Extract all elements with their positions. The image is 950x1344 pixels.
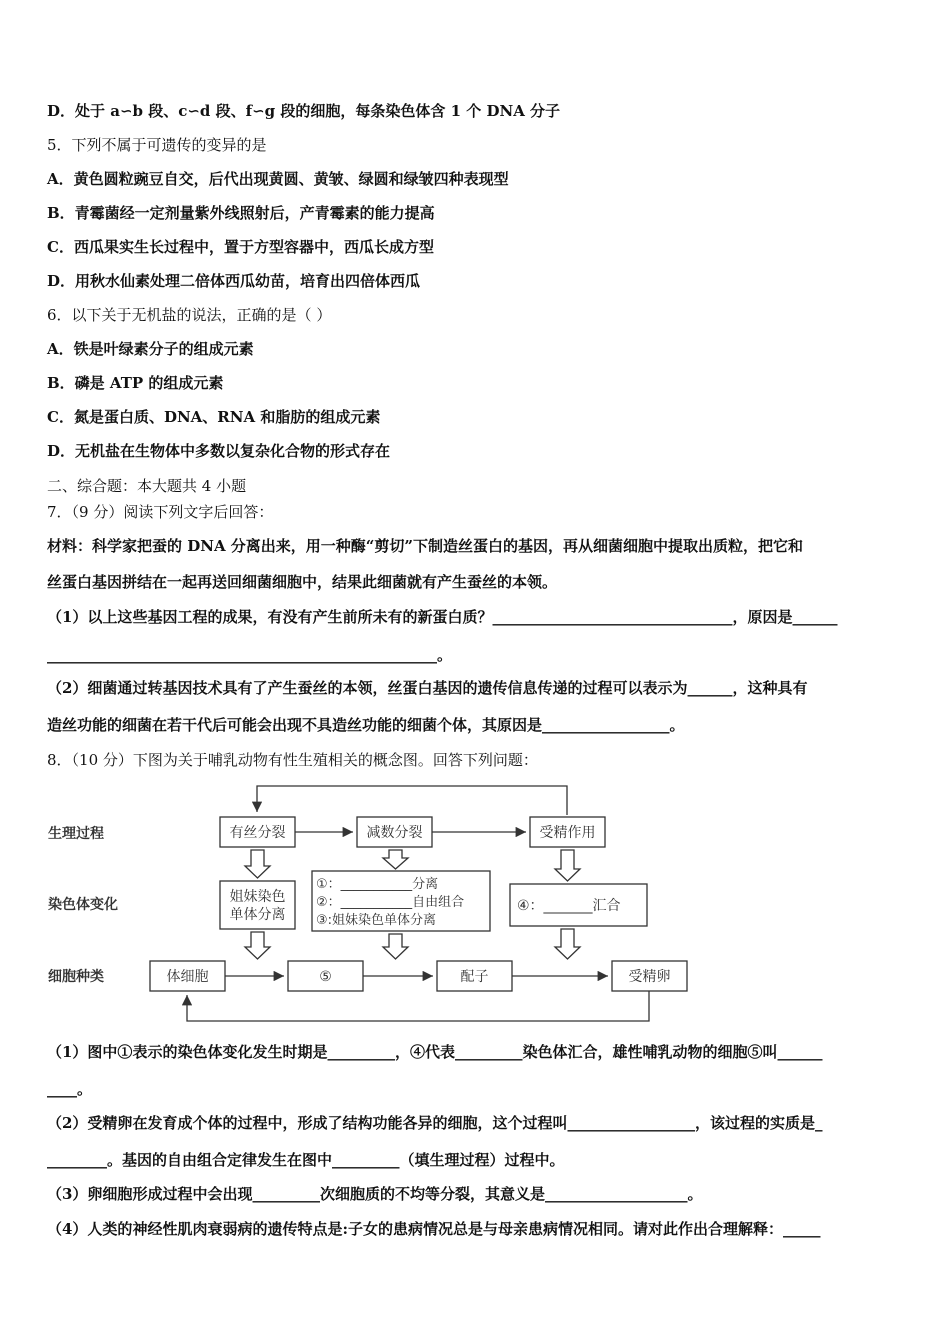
option-d: D．无机盐在生物体中多数以复杂化合物的形式存在 bbox=[47, 442, 391, 460]
option-b: B．磷是 ATP 的组成元素 bbox=[47, 374, 224, 392]
option-a: A．黄色圆粒豌豆自交，后代出现黄圆、黄皱、绿圆和绿皱四种表现型 bbox=[47, 170, 509, 188]
material-text: 丝蛋白基因拼结在一起再送回细菌细胞中，结果此细菌就有产生蚕丝的本领。 bbox=[47, 573, 558, 591]
subquestion: （3）卵细胞形成过程中会出现_________次细胞质的不均等分裂，其意义是___________________。 bbox=[47, 1185, 703, 1203]
option-a: A．铁是叶绿素分子的组成元素 bbox=[47, 340, 254, 358]
subquestion: 造丝功能的细菌在若干代后可能会出现不具造丝功能的细菌个体，其原因是_________________。 bbox=[47, 716, 685, 734]
subquestion: （4）人类的神经性肌肉衰弱病的遗传特点是:子女的患病情况总是与母亲患病情况相同。请对此作出合理解释：_____ bbox=[47, 1220, 821, 1238]
line-1: D．处于 a∽b 段、c∽d 段、f∽g 段的细胞，每条染色体含 1 个 DNA 分子 bbox=[47, 102, 561, 120]
question-8: 8．（10 分）下图为关于哺乳动物有性生殖相关的概念图。回答下列问题： bbox=[47, 751, 538, 769]
subquestion: ____________________________________________________。 bbox=[47, 646, 453, 664]
subquestion: ________。基因的自由组合定律发生在图中_________（填生理过程）过程中。 bbox=[47, 1151, 565, 1169]
block-arrow bbox=[555, 929, 580, 959]
cell-five-label: ⑤ bbox=[319, 969, 332, 985]
section-heading: 二、综合题：本大题共 4 小题 bbox=[47, 477, 247, 495]
block-arrow bbox=[383, 850, 408, 869]
row-label-chromo: 染色体变化 bbox=[48, 897, 118, 913]
block-arrow bbox=[555, 850, 580, 881]
block-arrow bbox=[245, 850, 270, 878]
question-7: 7．（9 分）阅读下列文字后回答： bbox=[47, 503, 274, 521]
sister-label-2: 单体分离 bbox=[229, 907, 286, 923]
meiosis-change-1: ①：___________分离 bbox=[316, 877, 439, 892]
meiosis-change-2: ②：___________自由组合 bbox=[316, 895, 465, 910]
option-b: B．青霉菌经一定剂量紫外线照射后，产青霉素的能力提高 bbox=[47, 204, 435, 222]
question-5: 5．下列不属于可遗传的变异的是 bbox=[47, 136, 267, 154]
subquestion: （1）图中①表示的染色体变化发生时期是_________，④代表_________染色体汇合，雄性哺乳动物的细胞⑤叫______ bbox=[47, 1043, 823, 1061]
zygote-label: 受精卵 bbox=[628, 969, 671, 985]
subquestion: （2）细菌通过转基因技术具有了产生蚕丝的本领，丝蛋白基因的遗传信息传递的过程可以表示为______，这种具有 bbox=[47, 679, 808, 697]
subquestion: ____。 bbox=[47, 1080, 93, 1098]
question-6: 6．以下关于无机盐的说法，正确的是（ ） bbox=[47, 306, 332, 324]
block-arrow bbox=[383, 934, 408, 959]
concept-map bbox=[40, 778, 740, 1038]
row-label-physio: 生理过程 bbox=[48, 826, 104, 842]
gamete-label: 配子 bbox=[460, 969, 489, 985]
somatic-cell-label: 体细胞 bbox=[166, 969, 209, 985]
loop-line-bottom bbox=[187, 991, 649, 1021]
meiosis-label: 减数分裂 bbox=[366, 825, 423, 841]
subquestion: （1）以上这些基因工程的成果，有没有产生前所未有的新蛋白质？________________________________，原因是______ bbox=[47, 608, 838, 626]
sister-label-1: 姐妹染色 bbox=[229, 889, 286, 905]
subquestion: （2）受精卵在发育成个体的过程中，形成了结构功能各异的细胞，这个过程叫_________________，该过程的实质是_ bbox=[47, 1114, 823, 1132]
block-arrow bbox=[245, 932, 270, 959]
option-c: C．西瓜果实生长过程中，置于方型容器中，西瓜长成方型 bbox=[47, 238, 434, 256]
option-c: C．氮是蛋白质、DNA、RNA 和脂肪的组成元素 bbox=[47, 408, 381, 426]
loop-line-top bbox=[257, 786, 567, 815]
mitosis-label: 有丝分裂 bbox=[229, 825, 286, 841]
material-text: 材料：科学家把蚕的 DNA 分离出来，用一种酶“剪切”下制造丝蛋白的基因，再从细菌细胞中提取出质粒，把它和 bbox=[47, 537, 804, 555]
option-d: D．用秋水仙素处理二倍体西瓜幼苗，培育出四倍体西瓜 bbox=[47, 272, 421, 290]
fertilization-change: ④：_______汇合 bbox=[517, 898, 621, 914]
fertilization-label: 受精作用 bbox=[539, 825, 596, 841]
row-label-cells: 细胞种类 bbox=[48, 969, 104, 985]
meiosis-change-3: ③:姐妹染色单体分离 bbox=[316, 913, 437, 928]
